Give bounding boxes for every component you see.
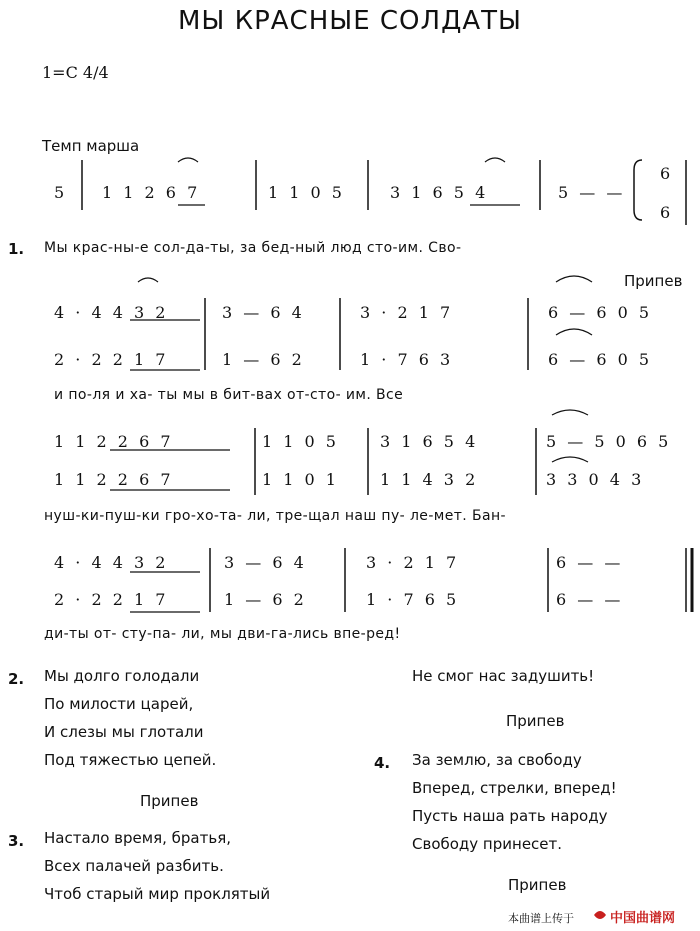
measure-1: 1 1 2 6 7	[102, 183, 198, 202]
row2-upper-m4: 6 — 6 0 5	[548, 303, 650, 322]
row3-lower-m1: 1 1 2 2 6 7	[54, 470, 171, 489]
row3-upper-m2: 1 1 0 5	[262, 432, 336, 451]
tempo-marking: Темп марша	[42, 137, 140, 155]
row2-upper-m2: 3 — 6 4	[222, 303, 302, 322]
row3-upper-m4: 5 — 5 0 6 5	[546, 432, 669, 451]
row4-upper-m2: 3 — 6 4	[224, 553, 304, 572]
row2-upper-m1: 4 · 4 4 3 2	[54, 303, 166, 322]
row4-lower-m3: 1 · 7 6 5	[366, 590, 457, 609]
row2-lower-m2: 1 — 6 2	[222, 350, 302, 369]
verse4-line-2: Вперед, стрелки, вперед!	[412, 779, 617, 797]
lyrics-row-2: и по-ля и ха- ты мы в бит-вах от-сто- им. Все	[54, 387, 404, 403]
row4-lower-m4: 6 — —	[556, 590, 621, 609]
site-logo-icon	[592, 907, 608, 921]
row3-lower-m3: 1 1 4 3 2	[380, 470, 476, 489]
chord-lower: 6	[660, 203, 671, 222]
footer-text: 本曲谱上传于	[508, 912, 574, 925]
verse4-line-4: Свободу принесет.	[412, 835, 563, 853]
verse3-line-4: Не смог нас задушить!	[412, 667, 595, 685]
row4-lower-m2: 1 — 6 2	[224, 590, 304, 609]
measure-4: 5 — —	[558, 183, 623, 202]
verse2-line-2: По милости царей,	[44, 695, 194, 713]
chorus-mark-right-1: Припев	[506, 712, 565, 730]
lyrics-row-3: нуш-ки-пуш-ки гро-хо-та- ли, тре-щал наш пу- ле-мет. Бан-	[44, 508, 506, 524]
verse2-line-4: Под тяжестью цепей.	[44, 751, 217, 769]
chorus-mark-left: Припев	[140, 792, 199, 810]
measure-2: 1 1 0 5	[268, 183, 342, 202]
row4-upper-m1: 4 · 4 4 3 2	[54, 553, 166, 572]
chorus-mark: Припев	[624, 272, 683, 290]
note-pickup: 5	[54, 183, 65, 202]
verse4-line-1: За землю, за свободу	[412, 751, 582, 769]
verse3-line-1: Настало время, братья,	[44, 829, 231, 847]
page-title: МЫ КРАСНЫЕ СОЛДАТЫ	[178, 6, 522, 36]
row3-upper-m1: 1 1 2 2 6 7	[54, 432, 171, 451]
chord-upper: 6	[660, 164, 671, 183]
lyrics-row-1: Мы крас-ны-е сол-да-ты, за бед-ный люд сто-им. Сво-	[44, 240, 462, 256]
verse-number-2: 2.	[8, 670, 25, 688]
row3-upper-m3: 3 1 6 5 4	[380, 432, 476, 451]
verse2-line-3: И слезы мы глотали	[44, 723, 204, 741]
verse3-line-3: Чтоб старый мир проклятый	[44, 885, 271, 903]
verse4-line-3: Пусть наша рать народу	[412, 807, 608, 825]
row2-lower-m4: 6 — 6 0 5	[548, 350, 650, 369]
footer-brand[interactable]: 中国曲谱网	[610, 911, 676, 926]
row2-lower-m1: 2 · 2 2 1 7	[54, 350, 166, 369]
row4-lower-m1: 2 · 2 2 1 7	[54, 590, 166, 609]
row3-lower-m2: 1 1 0 1	[262, 470, 336, 489]
chorus-mark-right-2: Припев	[508, 876, 567, 894]
verse2-line-1: Мы долго голодали	[44, 667, 200, 685]
measure-3: 3 1 6 5 4	[390, 183, 486, 202]
key-signature: 1=C 4/4	[42, 63, 109, 82]
row3-lower-m4: 3 3 0 4 3	[546, 470, 642, 489]
lyrics-row-4: ди-ты от- сту-па- ли, мы дви-га-лись впе-ред!	[44, 626, 401, 642]
row4-upper-m4: 6 — —	[556, 553, 621, 572]
row2-upper-m3: 3 · 2 1 7	[360, 303, 451, 322]
verse-number-1: 1.	[8, 240, 25, 258]
verse-number-4: 4.	[374, 754, 391, 772]
row2-lower-m3: 1 · 7 6 3	[360, 350, 451, 369]
verse-number-3: 3.	[8, 832, 25, 850]
row4-upper-m3: 3 · 2 1 7	[366, 553, 457, 572]
verse3-line-2: Всех палачей разбить.	[44, 857, 224, 875]
